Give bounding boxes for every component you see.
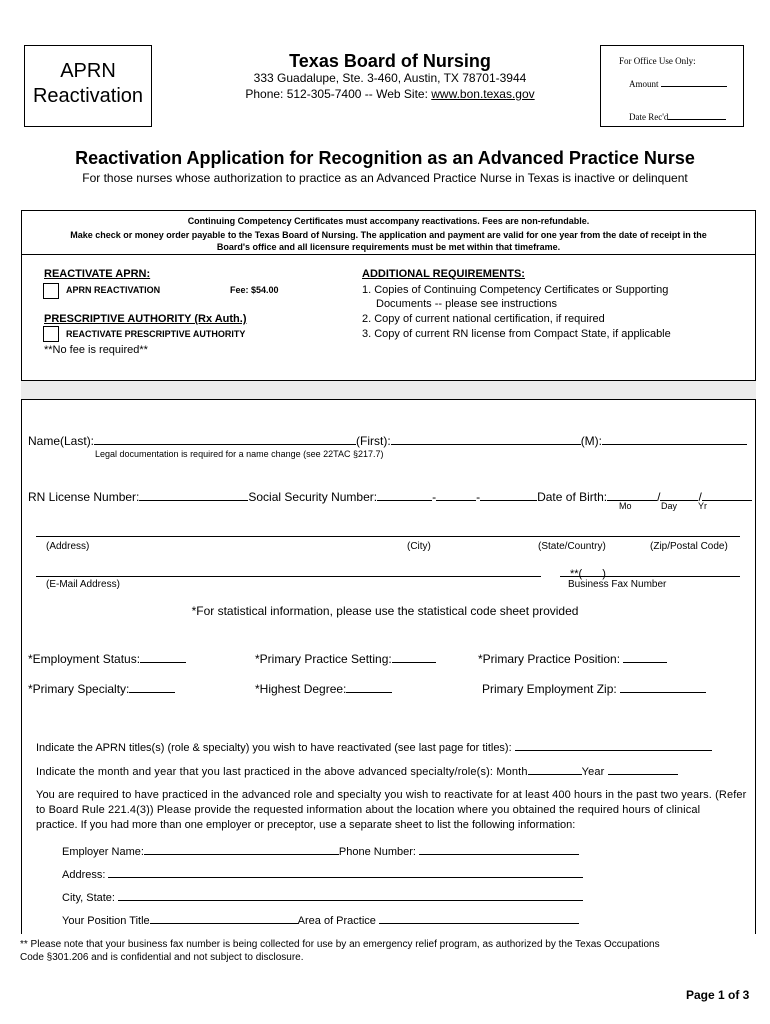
primary-specialty-row: *Primary Specialty: xyxy=(28,680,175,696)
rx-no-fee-note: **No fee is required** xyxy=(44,344,148,356)
section-separator-band xyxy=(21,380,756,400)
practice-position-row: *Primary Practice Position: xyxy=(478,650,667,666)
fax-disclosure-line-2: Code §301.206 and is confidential and not subject to disclosure. xyxy=(20,952,304,963)
last-name-field[interactable] xyxy=(94,432,356,445)
name-row: Name(Last): (First): (M): xyxy=(28,432,747,448)
dob-year-field[interactable] xyxy=(702,488,752,501)
aprn-reactivation-badge xyxy=(24,45,152,127)
page-subtitle: For those nurses whose authorization to practice as an Advanced Practice Nurse in Texas is inactive or delinquent xyxy=(82,171,688,185)
practice-position-field[interactable] xyxy=(623,650,667,663)
org-contact xyxy=(225,87,555,101)
org-website-link[interactable]: www.bon.texas.gov xyxy=(431,87,535,101)
primary-specialty-field[interactable] xyxy=(129,680,175,693)
email-label: (E-Mail Address) xyxy=(46,579,120,590)
org-phone: Phone: 512-305-7400 -- Web Site: xyxy=(245,87,432,101)
last-practiced-month-field[interactable] xyxy=(528,762,582,775)
additional-item-1: 1. Copies of Continuing Competency Certificates or Supporting xyxy=(362,284,669,296)
employer-city-state-row: City, State: xyxy=(62,888,583,904)
dob-mo-label: Mo xyxy=(619,501,632,511)
aprn-reactivation-checkbox[interactable] xyxy=(43,283,59,299)
notice-divider xyxy=(21,254,756,255)
office-use-title: For Office Use Only: xyxy=(619,56,696,66)
fax-number-field[interactable]: **( ) xyxy=(570,564,606,580)
position-title-field[interactable] xyxy=(150,911,298,924)
practice-setting-field[interactable] xyxy=(392,650,436,663)
office-amount-line xyxy=(661,77,727,87)
employer-city-state-field[interactable] xyxy=(118,888,583,901)
titles-question-row: Indicate the APRN titles(s) (role & specialty) you wish to have reactivated (see last page for titles): xyxy=(36,738,712,754)
dob-day-field[interactable] xyxy=(660,488,698,501)
org-address: 333 Guadalupe, Ste. 3-460, Austin, TX 78701-3944 xyxy=(253,71,527,85)
aprn-reactivation-label: APRN REACTIVATION xyxy=(66,285,161,295)
requirement-para-line-3: practice. If you had more than one employer or preceptor, use a separate sheet to list the following information: xyxy=(36,819,576,831)
fax-label: Business Fax Number xyxy=(568,579,667,590)
license-row: RN License Number: Social Security Number: - - Date of Birth: / / xyxy=(28,488,752,504)
ssn-part-1-field[interactable] xyxy=(377,488,432,501)
employment-zip-row: Primary Employment Zip: xyxy=(482,680,706,696)
badge-subtitle: Reactivation xyxy=(32,85,144,107)
employment-zip-field[interactable] xyxy=(620,680,706,693)
aprn-titles-field[interactable] xyxy=(515,738,712,751)
position-area-row: Your Position Title Area of Practice xyxy=(62,911,579,927)
address-label: (Address) xyxy=(46,541,90,552)
middle-name-field[interactable] xyxy=(602,432,747,445)
state-label: (State/Country) xyxy=(538,541,606,552)
additional-item-1b: Documents -- please see instructions xyxy=(376,298,557,310)
additional-item-2: 2. Copy of current national certification, if required xyxy=(362,313,605,325)
practice-setting-row: *Primary Practice Setting: xyxy=(255,650,436,666)
office-use-box xyxy=(600,45,744,127)
last-practiced-year-field[interactable] xyxy=(608,762,678,775)
area-of-practice-field[interactable] xyxy=(379,911,579,924)
employer-address-field[interactable] xyxy=(108,865,583,878)
month-year-row: Indicate the month and year that you last practiced in the above advanced specialty/role(s): Month Year xyxy=(36,762,678,778)
org-name: Texas Board of Nursing xyxy=(289,51,491,71)
notice-line-3: Board's office and all licensure requirements must be met within that timeframe. xyxy=(216,242,561,252)
office-date-line xyxy=(668,110,726,120)
employment-status-field[interactable] xyxy=(140,650,186,663)
city-label: (City) xyxy=(407,541,431,552)
rx-authority-label: REACTIVATE PRESCRIPTIVE AUTHORITY xyxy=(66,329,246,339)
employer-name-field[interactable] xyxy=(144,842,339,855)
statistical-note: *For statistical information, please use the statistical code sheet provided xyxy=(191,604,579,618)
notice-line-1: Continuing Competency Certificates must accompany reactivations. Fees are non-refundable. xyxy=(187,216,590,226)
employer-phone-field[interactable] xyxy=(419,842,579,855)
email-field[interactable] xyxy=(36,576,541,577)
additional-requirements-heading: ADDITIONAL REQUIREMENTS: xyxy=(362,268,525,280)
highest-degree-row: *Highest Degree: xyxy=(255,680,392,696)
ssn-part-2-field[interactable] xyxy=(436,488,476,501)
page-number: Page 1 of 3 xyxy=(686,988,750,1002)
reactivate-heading: REACTIVATE APRN: xyxy=(44,268,151,280)
rn-license-field[interactable] xyxy=(139,488,248,501)
dob-month-field[interactable] xyxy=(607,488,657,501)
badge-title: APRN xyxy=(60,60,116,82)
ssn-part-3-field[interactable] xyxy=(480,488,537,501)
employment-status-row: *Employment Status: xyxy=(28,650,186,666)
address-field[interactable] xyxy=(36,536,740,537)
notice-line-2: Make check or money order payable to the Texas Board of Nursing. The application and payment are valid for one year from the date of receipt in the xyxy=(70,230,707,240)
name-change-note: Legal documentation is required for a name change (see 22TAC §217.7) xyxy=(95,449,384,459)
aprn-reactivation-fee: Fee: $54.00 xyxy=(230,285,279,295)
zip-label: (Zip/Postal Code) xyxy=(650,541,728,552)
dob-day-label: Day xyxy=(661,501,678,511)
office-amount: Amount xyxy=(629,77,727,89)
requirement-para-line-2: to Board Rule 221.4(3)) Please provide the requested information about the location where you obtained the required hours of clinical xyxy=(36,804,701,816)
employer-address-row: Address: xyxy=(62,865,583,881)
dob-yr-label: Yr xyxy=(698,501,707,511)
additional-item-3: 3. Copy of current RN license from Compact State, if applicable xyxy=(362,328,671,340)
rx-heading: PRESCRIPTIVE AUTHORITY (Rx Auth.) xyxy=(44,313,247,325)
office-date: Date Rec'd xyxy=(629,110,726,122)
fax-disclosure-line-1: ** Please note that your business fax number is being collected for use by an emergency relief program, as authorized by the Texas Occupations xyxy=(20,939,660,950)
rx-authority-checkbox[interactable] xyxy=(43,326,59,342)
page-title: Reactivation Application for Recognition as an Advanced Practice Nurse xyxy=(75,148,695,168)
employer-name-row: Employer Name: Phone Number: xyxy=(62,842,579,858)
highest-degree-field[interactable] xyxy=(346,680,392,693)
fax-line xyxy=(560,576,740,577)
first-name-field[interactable] xyxy=(391,432,581,445)
requirement-para-line-1: You are required to have practiced in the advanced role and specialty you wish to reactivate for at least 400 hours in the past two years. (Refer xyxy=(36,789,747,801)
